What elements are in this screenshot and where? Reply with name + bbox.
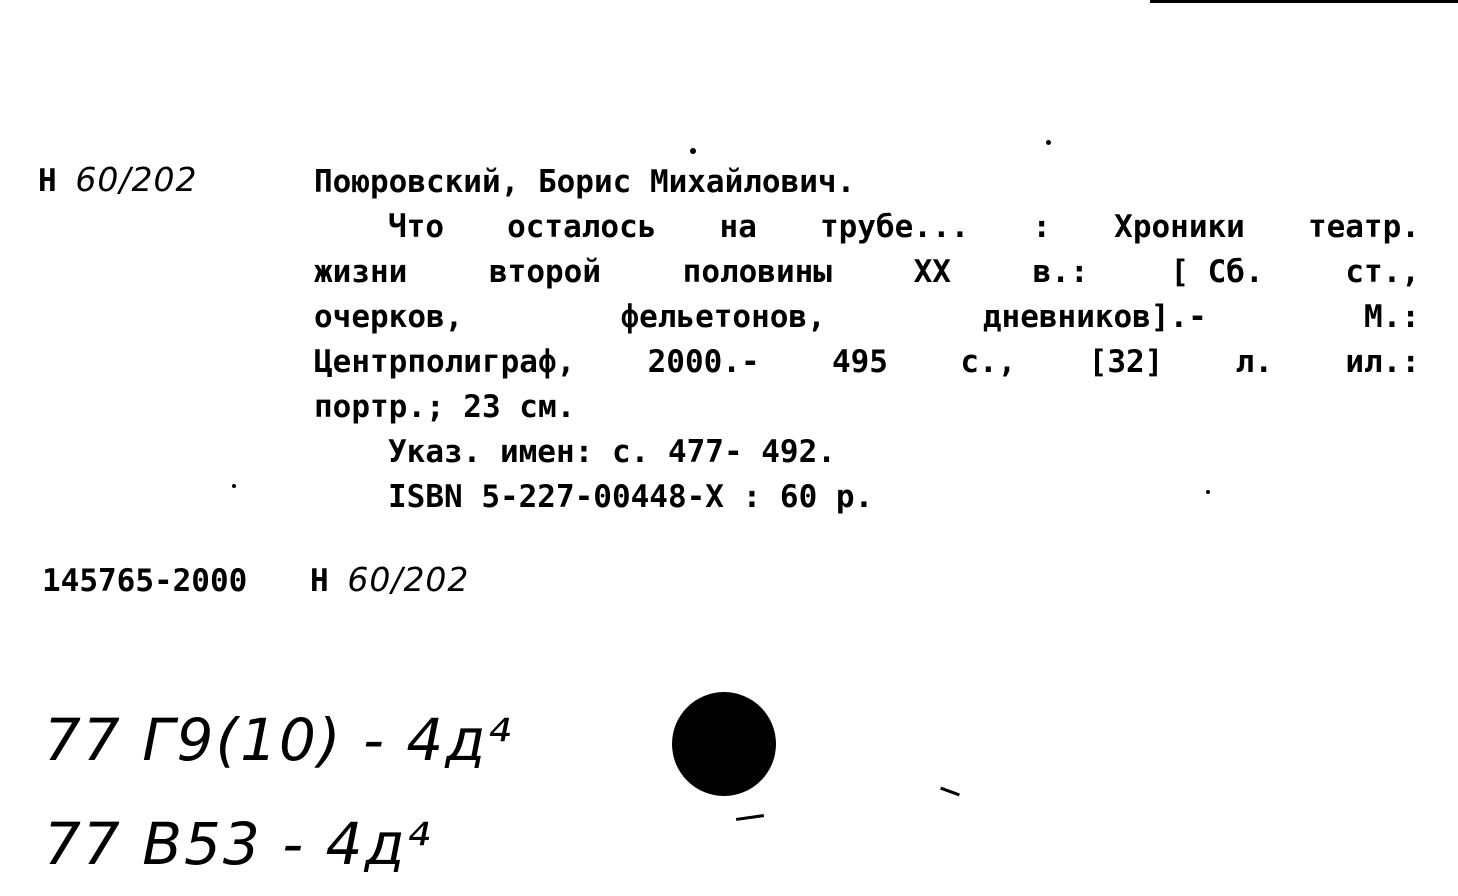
title-word: ил.: bbox=[1345, 344, 1420, 380]
inventory-line bbox=[42, 560, 469, 599]
ink-speck bbox=[232, 484, 236, 488]
title-word: [32] bbox=[1088, 344, 1164, 380]
punch-hole bbox=[672, 692, 776, 796]
title-word: с., bbox=[960, 344, 1017, 380]
title-word: очерков, bbox=[314, 299, 464, 335]
title-line-1 bbox=[314, 205, 1420, 250]
shelf-mark-handwritten: 60/202 bbox=[75, 160, 198, 199]
title-word: фельетонов, bbox=[620, 299, 826, 335]
title-word: осталось bbox=[507, 209, 657, 245]
ink-speck bbox=[1206, 490, 1210, 494]
title-word: трубе... bbox=[819, 209, 970, 245]
bibliographic-entry bbox=[314, 160, 1420, 520]
title-word: на bbox=[719, 209, 757, 245]
inventory-number: 145765-2000 bbox=[42, 563, 248, 599]
title-word: М.: bbox=[1363, 299, 1420, 335]
title-word: Центрполиграф, bbox=[314, 344, 576, 380]
ink-mark bbox=[940, 787, 960, 797]
title-word: [ Сб. bbox=[1170, 254, 1264, 290]
title-word: 2000.- bbox=[647, 344, 760, 380]
inventory-shelf-handwritten: 60/202 bbox=[347, 560, 470, 599]
shelf-mark-printed: Н bbox=[38, 163, 57, 199]
classification-line-1: 77 Г9(10) - 4д⁴ bbox=[44, 706, 513, 774]
ink-mark bbox=[736, 814, 764, 821]
title-word: в.: bbox=[1032, 254, 1089, 290]
title-word: жизни bbox=[314, 254, 408, 290]
title-word: : bbox=[1032, 209, 1052, 245]
title-line-2 bbox=[314, 250, 1420, 295]
author-heading: Поюровский, Борис Михайлович. bbox=[314, 164, 856, 200]
title-word: половины bbox=[682, 254, 832, 290]
ink-speck bbox=[690, 148, 696, 154]
title-line-4 bbox=[314, 340, 1420, 385]
title-word: дневников].- bbox=[982, 299, 1207, 335]
title-word: театр. bbox=[1307, 209, 1420, 245]
title-word: Что bbox=[388, 209, 444, 245]
title-line-3 bbox=[314, 295, 1420, 340]
ink-speck bbox=[1046, 140, 1051, 145]
isbn-line: ISBN 5-227-00448-X : 60 р. bbox=[388, 479, 874, 515]
title-word: л. bbox=[1235, 344, 1273, 380]
title-word: ст., bbox=[1345, 254, 1420, 290]
shelf-mark bbox=[38, 160, 197, 199]
classification-line-2: 77 В53 - 4д⁴ bbox=[44, 810, 432, 878]
title-word: второй bbox=[489, 254, 601, 290]
title-word: 495 bbox=[831, 344, 888, 380]
title-word: Хроники bbox=[1114, 209, 1245, 245]
inventory-shelf-printed: Н bbox=[309, 563, 329, 599]
index-note: Указ. имен: с. 477- 492. bbox=[388, 434, 836, 470]
card-edge-line bbox=[1150, 0, 1458, 3]
physical-description: портр.; 23 см. bbox=[314, 389, 576, 425]
classification-notes bbox=[44, 688, 513, 896]
title-word: XX bbox=[913, 254, 951, 290]
